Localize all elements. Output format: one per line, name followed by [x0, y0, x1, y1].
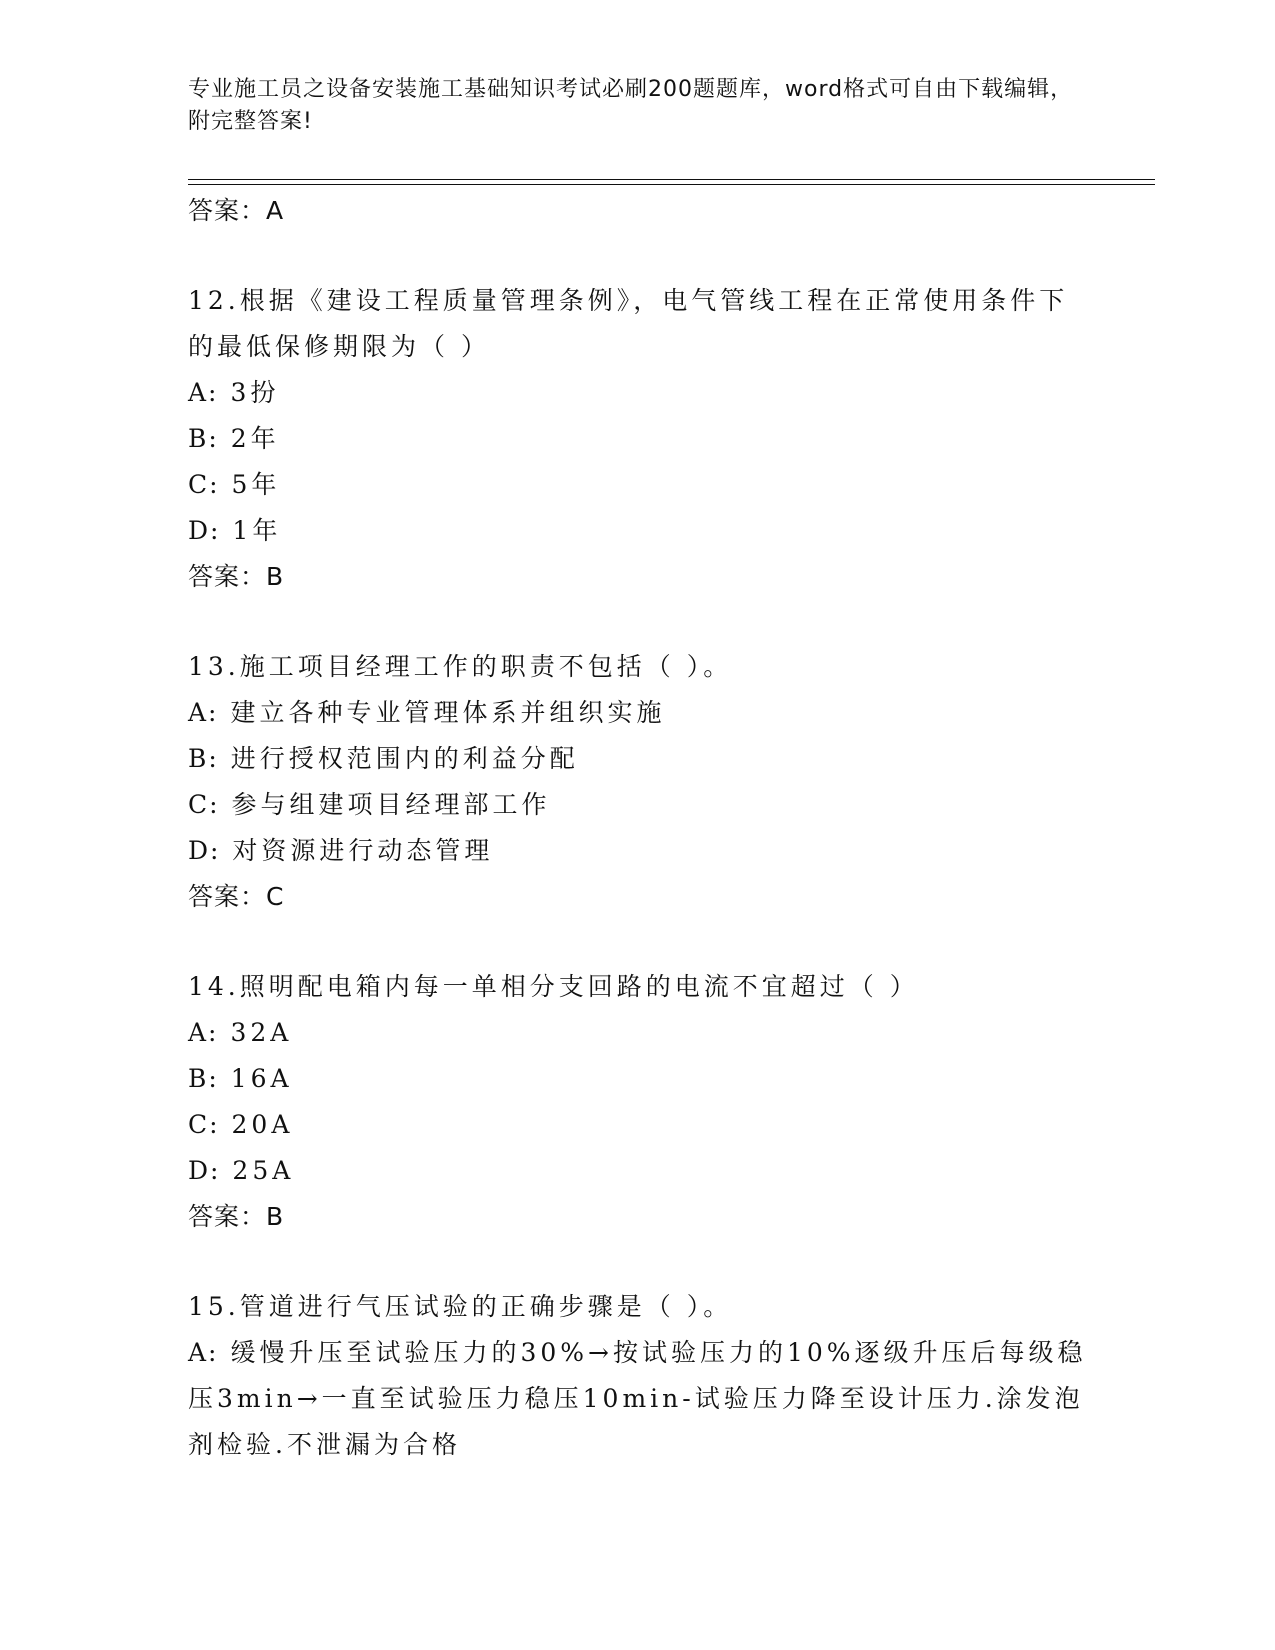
option-letter: B:	[188, 744, 219, 773]
option-b	[188, 1056, 1088, 1102]
option-letter: A:	[188, 378, 219, 407]
option-text: 进行授权范围内的利益分配	[230, 744, 579, 773]
option-c	[188, 1102, 1088, 1148]
option-text: 2年	[230, 424, 280, 453]
question-text: 15.管道进行气压试验的正确步骤是（ ）。	[188, 1292, 733, 1321]
question-text: 14.照明配电箱内每一单相分支回路的电流不宜超过（ ）	[188, 972, 919, 1001]
option-letter: D:	[188, 516, 221, 545]
option-letter: C:	[188, 1110, 220, 1139]
option-b	[188, 416, 1088, 462]
option-text: 建立各种专业管理体系并组织实施	[230, 698, 666, 727]
option-text: 3扮	[230, 378, 280, 407]
option-text: 5年	[231, 470, 281, 499]
option-letter: A:	[188, 1018, 219, 1047]
option-letter: A:	[188, 1338, 219, 1367]
option-letter: A:	[188, 698, 219, 727]
header-divider-bottom	[188, 184, 1155, 185]
spacer	[188, 234, 1088, 278]
spacer	[188, 600, 1088, 644]
option-d	[188, 1148, 1088, 1194]
spacer	[188, 1240, 1088, 1284]
document-body	[188, 188, 1088, 1468]
question-text: 12.根据《建设工程质量管理条例》，电气管线工程在正常使用条件下的最低保修期限为（ ）	[188, 286, 1069, 361]
answer-line: 答案：B	[188, 562, 285, 591]
header-divider-top	[188, 179, 1155, 180]
option-text: 25A	[232, 1156, 295, 1185]
option-b	[188, 736, 1088, 782]
option-d	[188, 508, 1088, 554]
answer-line: 答案：A	[188, 196, 285, 225]
option-a	[188, 1010, 1088, 1056]
option-letter: B:	[188, 1064, 219, 1093]
header-title: 专业施工员之设备安装施工基础知识考试必刷200题题库，word格式可自由下载编辑，附完整答案!	[188, 77, 1074, 134]
option-text: 对资源进行动态管理	[232, 836, 494, 865]
question-block	[188, 644, 1088, 920]
option-letter: B:	[188, 424, 219, 453]
option-text: 20A	[231, 1110, 294, 1139]
option-c	[188, 462, 1088, 508]
option-text: 16A	[230, 1064, 293, 1093]
option-c	[188, 782, 1088, 828]
spacer	[188, 920, 1088, 964]
option-letter: D:	[188, 1156, 221, 1185]
option-letter: C:	[188, 790, 220, 819]
question-block	[188, 278, 1088, 600]
option-text: 参与组建项目经理部工作	[231, 790, 551, 819]
option-a	[188, 370, 1088, 416]
option-a	[188, 690, 1088, 736]
question-block	[188, 964, 1088, 1240]
option-a	[188, 1330, 1088, 1468]
option-text: 32A	[230, 1018, 293, 1047]
option-letter: C:	[188, 470, 220, 499]
option-text: 1年	[232, 516, 282, 545]
option-d	[188, 828, 1088, 874]
answer-line: 答案：C	[188, 882, 285, 911]
document-header	[188, 74, 1088, 138]
option-text: 缓慢升压至试验压力的30%→按试验压力的10%逐级升压后每级稳压3min→一直至试验压力稳压10min-试验压力降至设计压力.涂发泡剂检验.不泄漏为合格	[188, 1338, 1087, 1459]
option-letter: D:	[188, 836, 221, 865]
question-text: 13.施工项目经理工作的职责不包括（ ）。	[188, 652, 733, 681]
answer-line: 答案：B	[188, 1202, 285, 1231]
question-block	[188, 1284, 1088, 1468]
